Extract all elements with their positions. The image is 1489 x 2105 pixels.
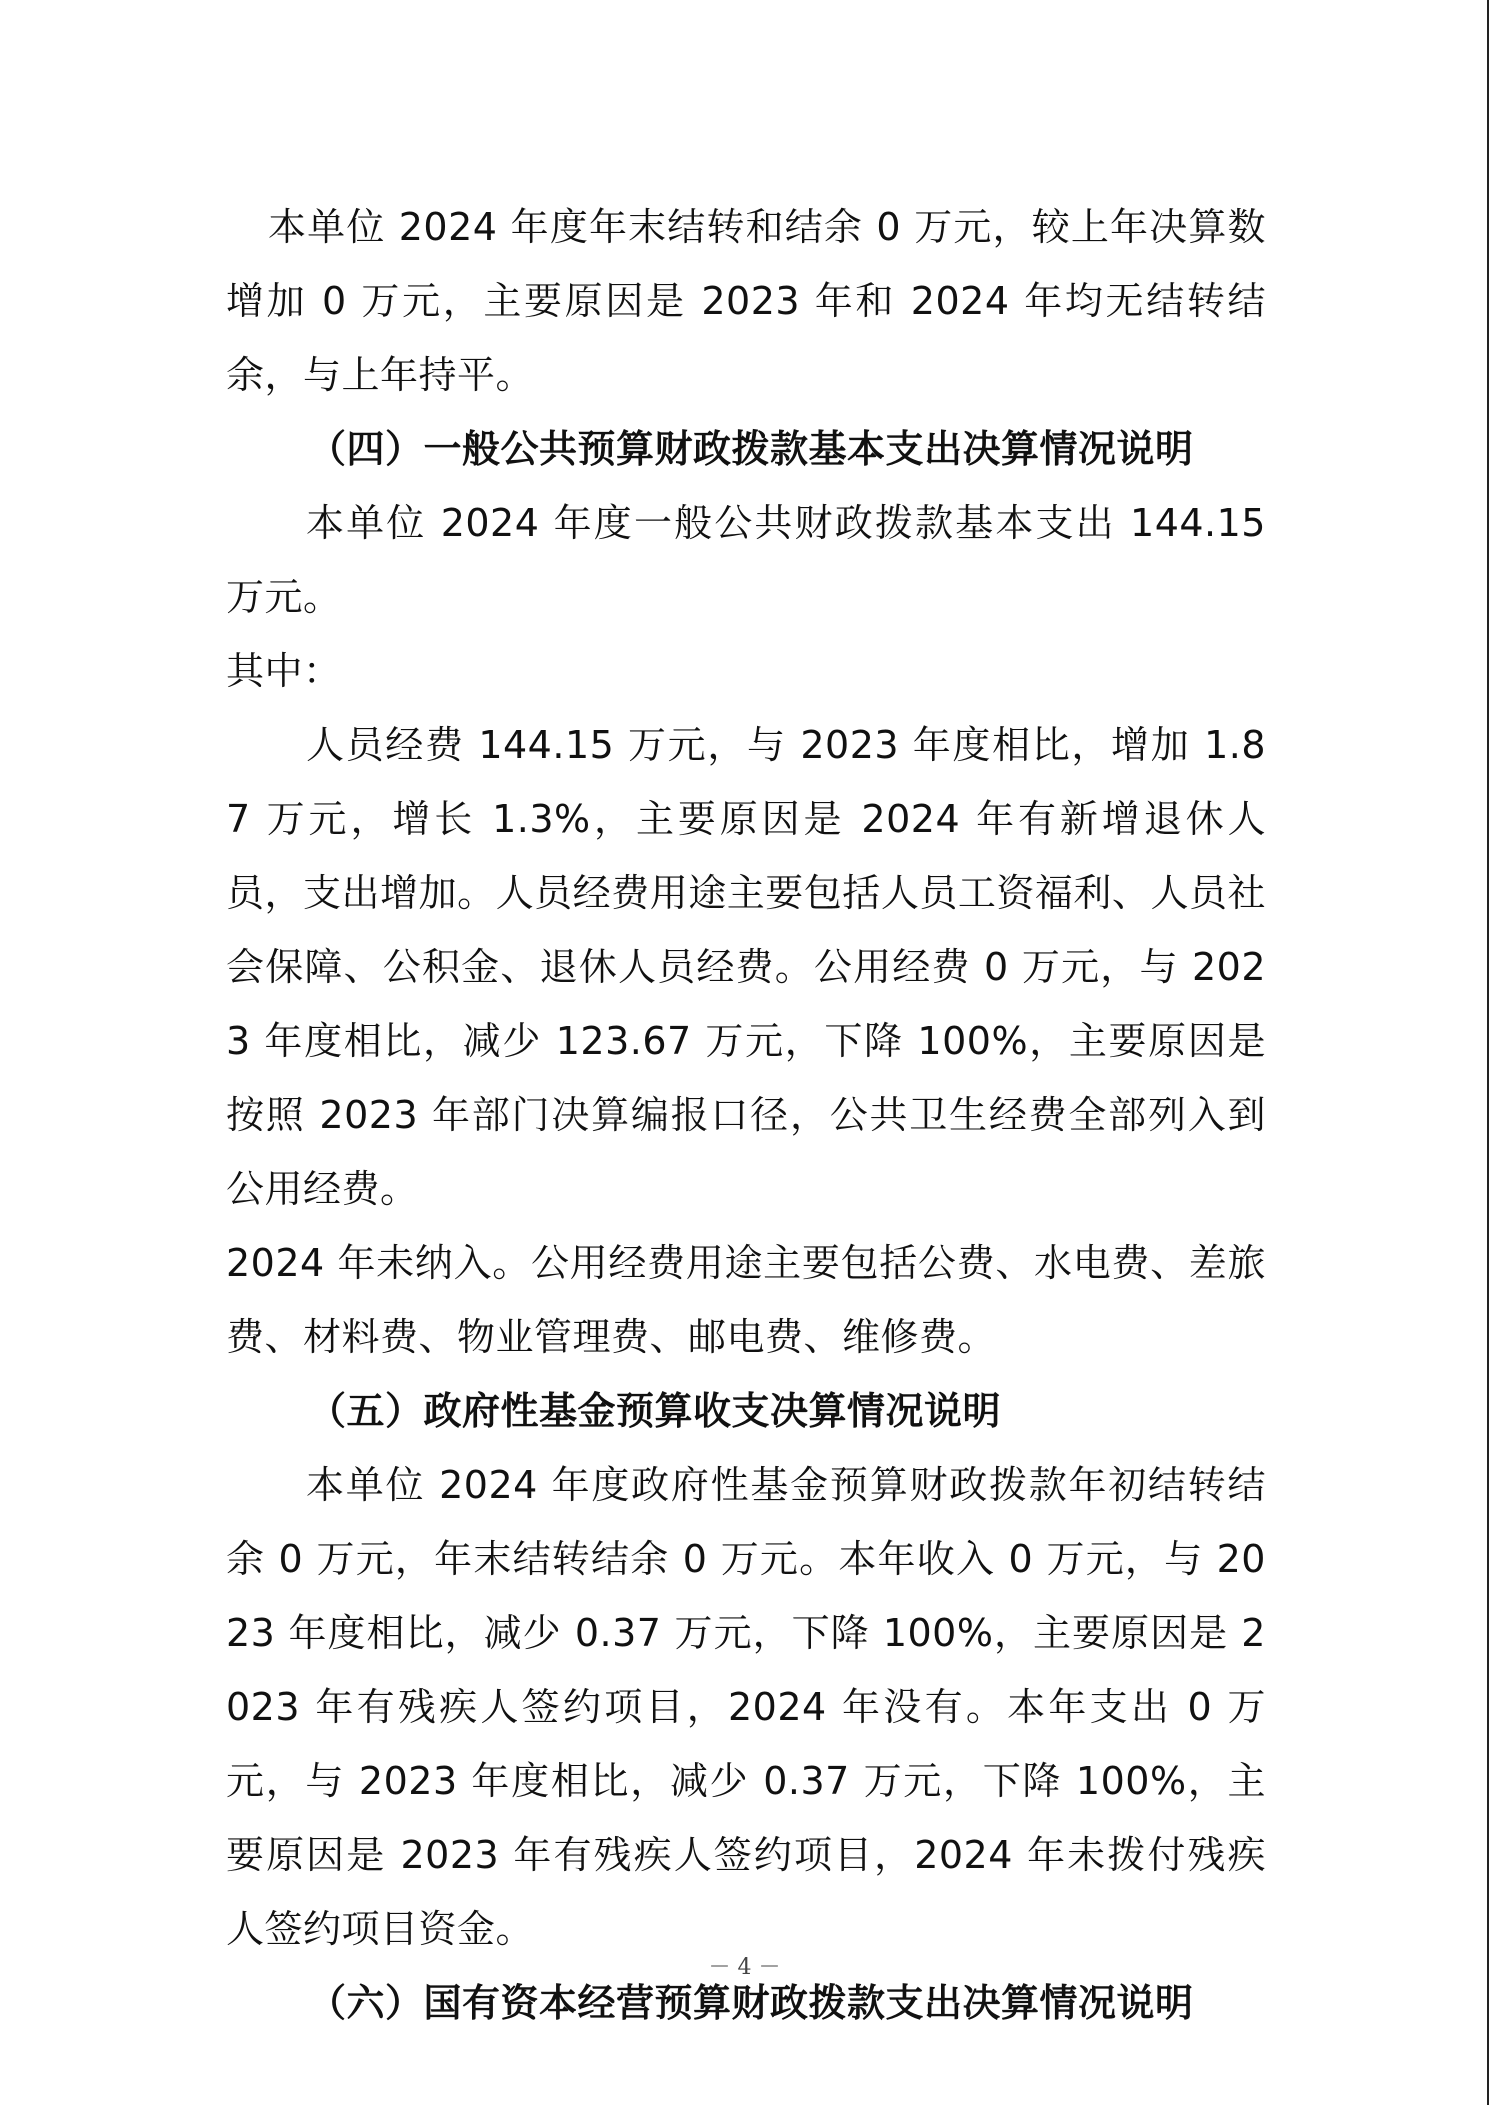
paragraph-personnel-expense: 人员经费 144.15 万元，与 2023 年度相比，增加 1.87 万元，增长 1.3%，主要原因是 2024 年有新增退休人员，支出增加。人员经费用途主要包括人员工资福利、人员社会保障、公积金、退休人员经费。公用经费 0 万元，与 2023 年度相比，减少 123.67 万元，下降 100%，主要原因是按照 2023 年部门决算编报口径，公共卫生经费全部列入到公用经费。 bbox=[226, 723, 1266, 1211]
paragraph-among: 其中： bbox=[226, 649, 342, 693]
page-number: － 4 － bbox=[708, 1955, 781, 1980]
paragraph-basic-expenditure: 本单位 2024 年度一般公共财政拨款基本支出 144.15 万元。 bbox=[226, 501, 1266, 619]
paragraph-carryover: 本单位 2024 年度年末结转和结余 0 万元，较上年决算数增加 0 万元，主要原因是 2023 年和 2024 年均无结转结余，与上年持平。 bbox=[226, 205, 1266, 397]
section-heading-5: （五）政府性基金预算收支决算情况说明 bbox=[308, 1389, 1002, 1433]
section-heading-6: （六）国有资本经营预算财政拨款支出决算情况说明 bbox=[308, 1981, 1194, 2025]
paragraph-government-fund: 本单位 2024 年度政府性基金预算财政拨款年初结转结余 0 万元，年末结转结余 0 万元。本年收入 0 万元，与 2023 年度相比，减少 0.37 万元，下降 100%，主要原因是 2023 年有残疾人签约项目，2024 年没有。本年支出 0 万元，与 2023 年度相比，减少 0.37 万元，下降 100%，主要原因是 2023 年有残疾人签约项目，2024 年未拨付残疾人签约项目资金。 bbox=[226, 1463, 1266, 1951]
paragraph-public-expense: 2024 年未纳入。公用经费用途主要包括公费、水电费、差旅费、材料费、物业管理费、邮电费、维修费。 bbox=[226, 1241, 1266, 1359]
section-heading-4: （四）一般公共预算财政拨款基本支出决算情况说明 bbox=[308, 427, 1194, 471]
document-body bbox=[226, 190, 1266, 2040]
